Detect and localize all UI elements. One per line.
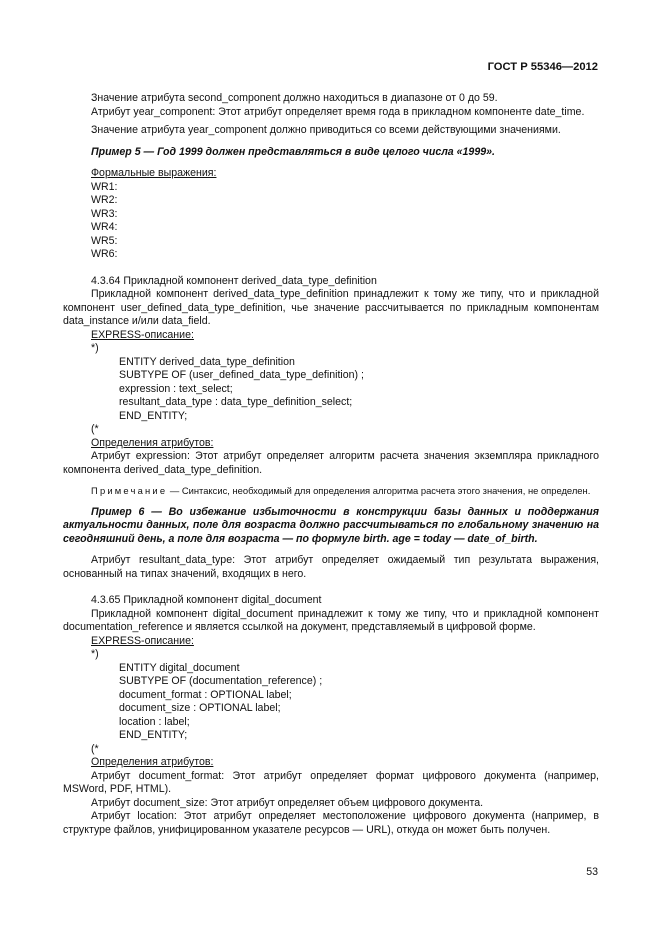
paragraph: Прикладной компонент digital_document принадлежит к тому же типу, что и прикладной компонент documentation_reference и является ссылкой на документ, представляемый в цифровой форме. (63, 607, 599, 633)
code-close: (* (91, 423, 99, 435)
paragraph: Прикладной компонент derived_data_type_definition принадлежит к тому же типу, что и прикладной компонент user_defined_data_type_definition, чье значение рассчитывается по прикладным компонентам data_instance и/или data_field. (63, 288, 599, 327)
paragraph: Значение атрибута year_component должно приводиться со всеми действующими значениями. (91, 124, 561, 136)
attribute-definitions-label: Определения атрибутов: (91, 436, 214, 449)
page-content (63, 92, 599, 837)
code-close: (* (91, 742, 99, 755)
code-open: *) (91, 342, 99, 354)
paragraph: Атрибут expression: Этот атрибут определяет алгоритм расчета значения экземпляра прикладного компонента derived_data_type_definition. (63, 450, 599, 476)
paragraph: Атрибут resultant_data_type: Этот атрибут определяет ожидаемый тип результата выражения, основанный на типах значений, входящих в него. (63, 554, 599, 580)
code-open: *) (91, 648, 99, 660)
paragraph: Атрибут year_component: Этот атрибут определяет время года в прикладном компоненте date_time. (91, 105, 585, 118)
code-line: resultant_data_type : data_type_definition_select; (119, 396, 353, 408)
wr-item: WR6: (91, 248, 118, 260)
code-line: location : label; (119, 715, 190, 728)
wr-item: WR1: (91, 180, 118, 193)
code-line: SUBTYPE OF (user_defined_data_type_definition) ; (119, 369, 364, 381)
code-line: expression : text_select; (119, 382, 233, 395)
section-heading: 4.3.64 Прикладной компонент derived_data_type_definition (91, 274, 377, 287)
wr-item: WR5: (91, 234, 118, 247)
wr-item: WR4: (91, 221, 118, 233)
code-line: ENTITY derived_data_type_definition (119, 355, 295, 368)
note (63, 485, 599, 498)
paragraph: Атрибут document_format: Этот атрибут определяет формат цифрового документа (например, MSWord, PDF, HTML). (63, 769, 599, 795)
formal-expressions-heading: Формальные выражения: (91, 167, 217, 179)
paragraph: Значение атрибута second_component должно находиться в диапазоне от 0 до 59. (91, 92, 498, 104)
section-heading: 4.3.65 Прикладной компонент digital_document (91, 594, 322, 606)
example-6: Пример 6 — Во избежание избыточности в конструкции базы данных и поддержания актуальности данных, поле для возраста должно рассчитываться по глобальному значению на сегодняшний день, а поле для возраста — по формуле birth. age = today — date_of_birth. (63, 505, 599, 545)
document-header: ГОСТ Р 55346—2012 (487, 61, 598, 73)
paragraph: Атрибут location: Этот атрибут определяет местоположение цифрового документа (например, в структуре файлов, унифицированном указателе ресурсов — URL), откуда он может быть получен. (63, 810, 599, 836)
express-label: EXPRESS-описание: (91, 328, 194, 341)
code-line: document_size : OPTIONAL label; (119, 702, 281, 714)
code-line: END_ENTITY; (119, 729, 188, 741)
note-label: Примечание (91, 485, 168, 496)
note-text: — Синтаксис, необходимый для определения алгоритма расчета этого значения, не определен. (167, 485, 591, 496)
code-line: document_format : OPTIONAL label; (119, 688, 292, 701)
express-label: EXPRESS-описание: (91, 634, 194, 647)
code-line: END_ENTITY; (119, 409, 188, 422)
paragraph: Атрибут document_size: Этот атрибут определяет объем цифрового документа. (91, 796, 484, 809)
page-number: 53 (586, 866, 598, 878)
example-5: Пример 5 — Год 1999 должен представляться в виде целого числа «1999». (91, 145, 495, 158)
attribute-definitions-label: Определения атрибутов: (91, 756, 214, 768)
wr-item: WR2: (91, 194, 118, 206)
code-line: SUBTYPE OF (documentation_reference) ; (119, 675, 323, 687)
wr-item: WR3: (91, 207, 118, 220)
code-line: ENTITY digital_document (119, 661, 240, 674)
